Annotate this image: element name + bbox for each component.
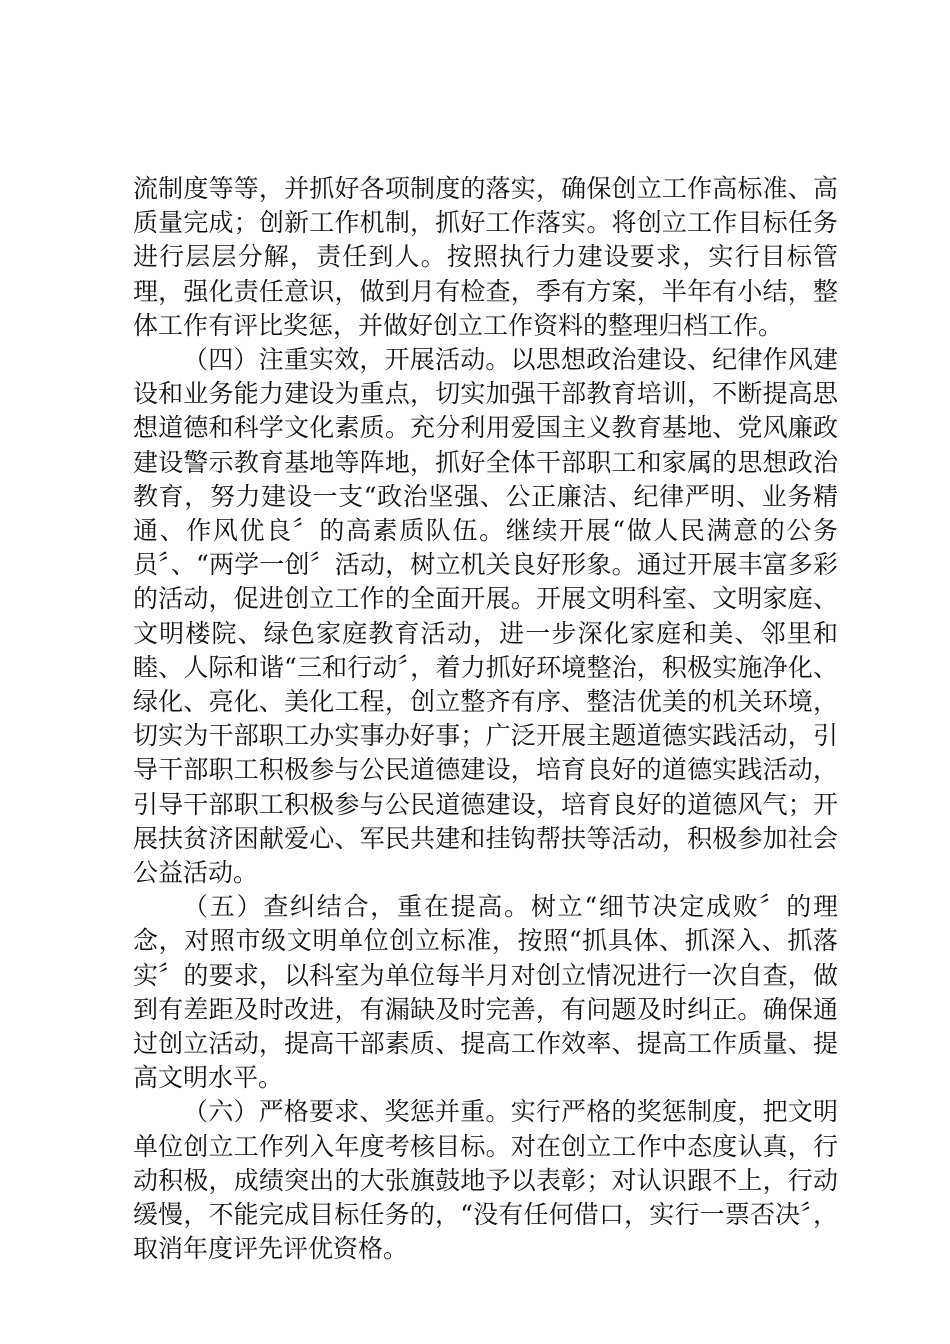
paragraph-section-4: （四）注重实效，开展活动。以思想政治建设、纪律作风建设和业务能力建设为重点，切实加强干部教育培训，不断提高思想道德和科学文化素质。充分利用爱国主义教育基地、党风廉政建设警示教育基地等阵地，抓好全体干部职工和家属的思想政治教育，努力建设一支“政治坚强、公正廉洁、纪律严明、业务精通、作风优良〞的高素质队伍。继续开展“做人民满意的公务员〞、“两学一创〞活动，树立机关良好形象。通过开展丰富多彩的活动，促进创立工作的全面开展。开展文明科室、文明家庭、文明楼院、绿色家庭教育活动，进一步深化家庭和美、邻里和睦、人际和谐“三和行动〞，着力抓好环境整治，积极实施净化、绿化、亮化、美化工程，创立整齐有序、整洁优美的机关环境，切实为干部职工办实事办好事；广泛开展主题道德实践活动，引导干部职工积极参与公民道德建设，培育良好的道德实践活动，引导干部职工积极参与公民道德建设，培育良好的道德风气；开展扶贫济困献爱心、军民共建和挂钩帮扶等活动，积极参加社会公益活动。 <box>133 345 838 888</box>
paragraph-continuation: 流制度等等，并抓好各项制度的落实，确保创立工作高标准、高质量完成；创新工作机制，抓好工作落实。将创立工作目标任务进行层层分解，责任到人。按照执行力建设要求，实行目标管理，强化责任意识，做到月有检查，季有方案，半年有小结，整体工作有评比奖惩，并做好创立工作资料的整理归档工作。 <box>133 174 838 340</box>
document-body <box>133 172 838 1267</box>
paragraph-section-5: （五）查纠结合，重在提高。树立“细节决定成败〞的理念，对照市级文明单位创立标准，按照“抓具体、抓深入、抓落实〞的要求，以科室为单位每半月对创立情况进行一次自查，做到有差距及时改进，有漏缺及时完善，有问题及时纠正。确保通过创立活动，提高干部素质、提高工作效率、提高工作质量、提高文明水平。 <box>133 892 838 1093</box>
paragraph-section-6: （六）严格要求、奖惩并重。实行严格的奖惩制度，把文明单位创立工作列入年度考核目标。对在创立工作中态度认真，行动积极，成绩突出的大张旗鼓地予以表彰；对认识跟不上，行动缓慢，不能完成目标任务的，“没有任何借口，实行一票否决〞，取消年度评先评优资格。 <box>133 1097 838 1264</box>
